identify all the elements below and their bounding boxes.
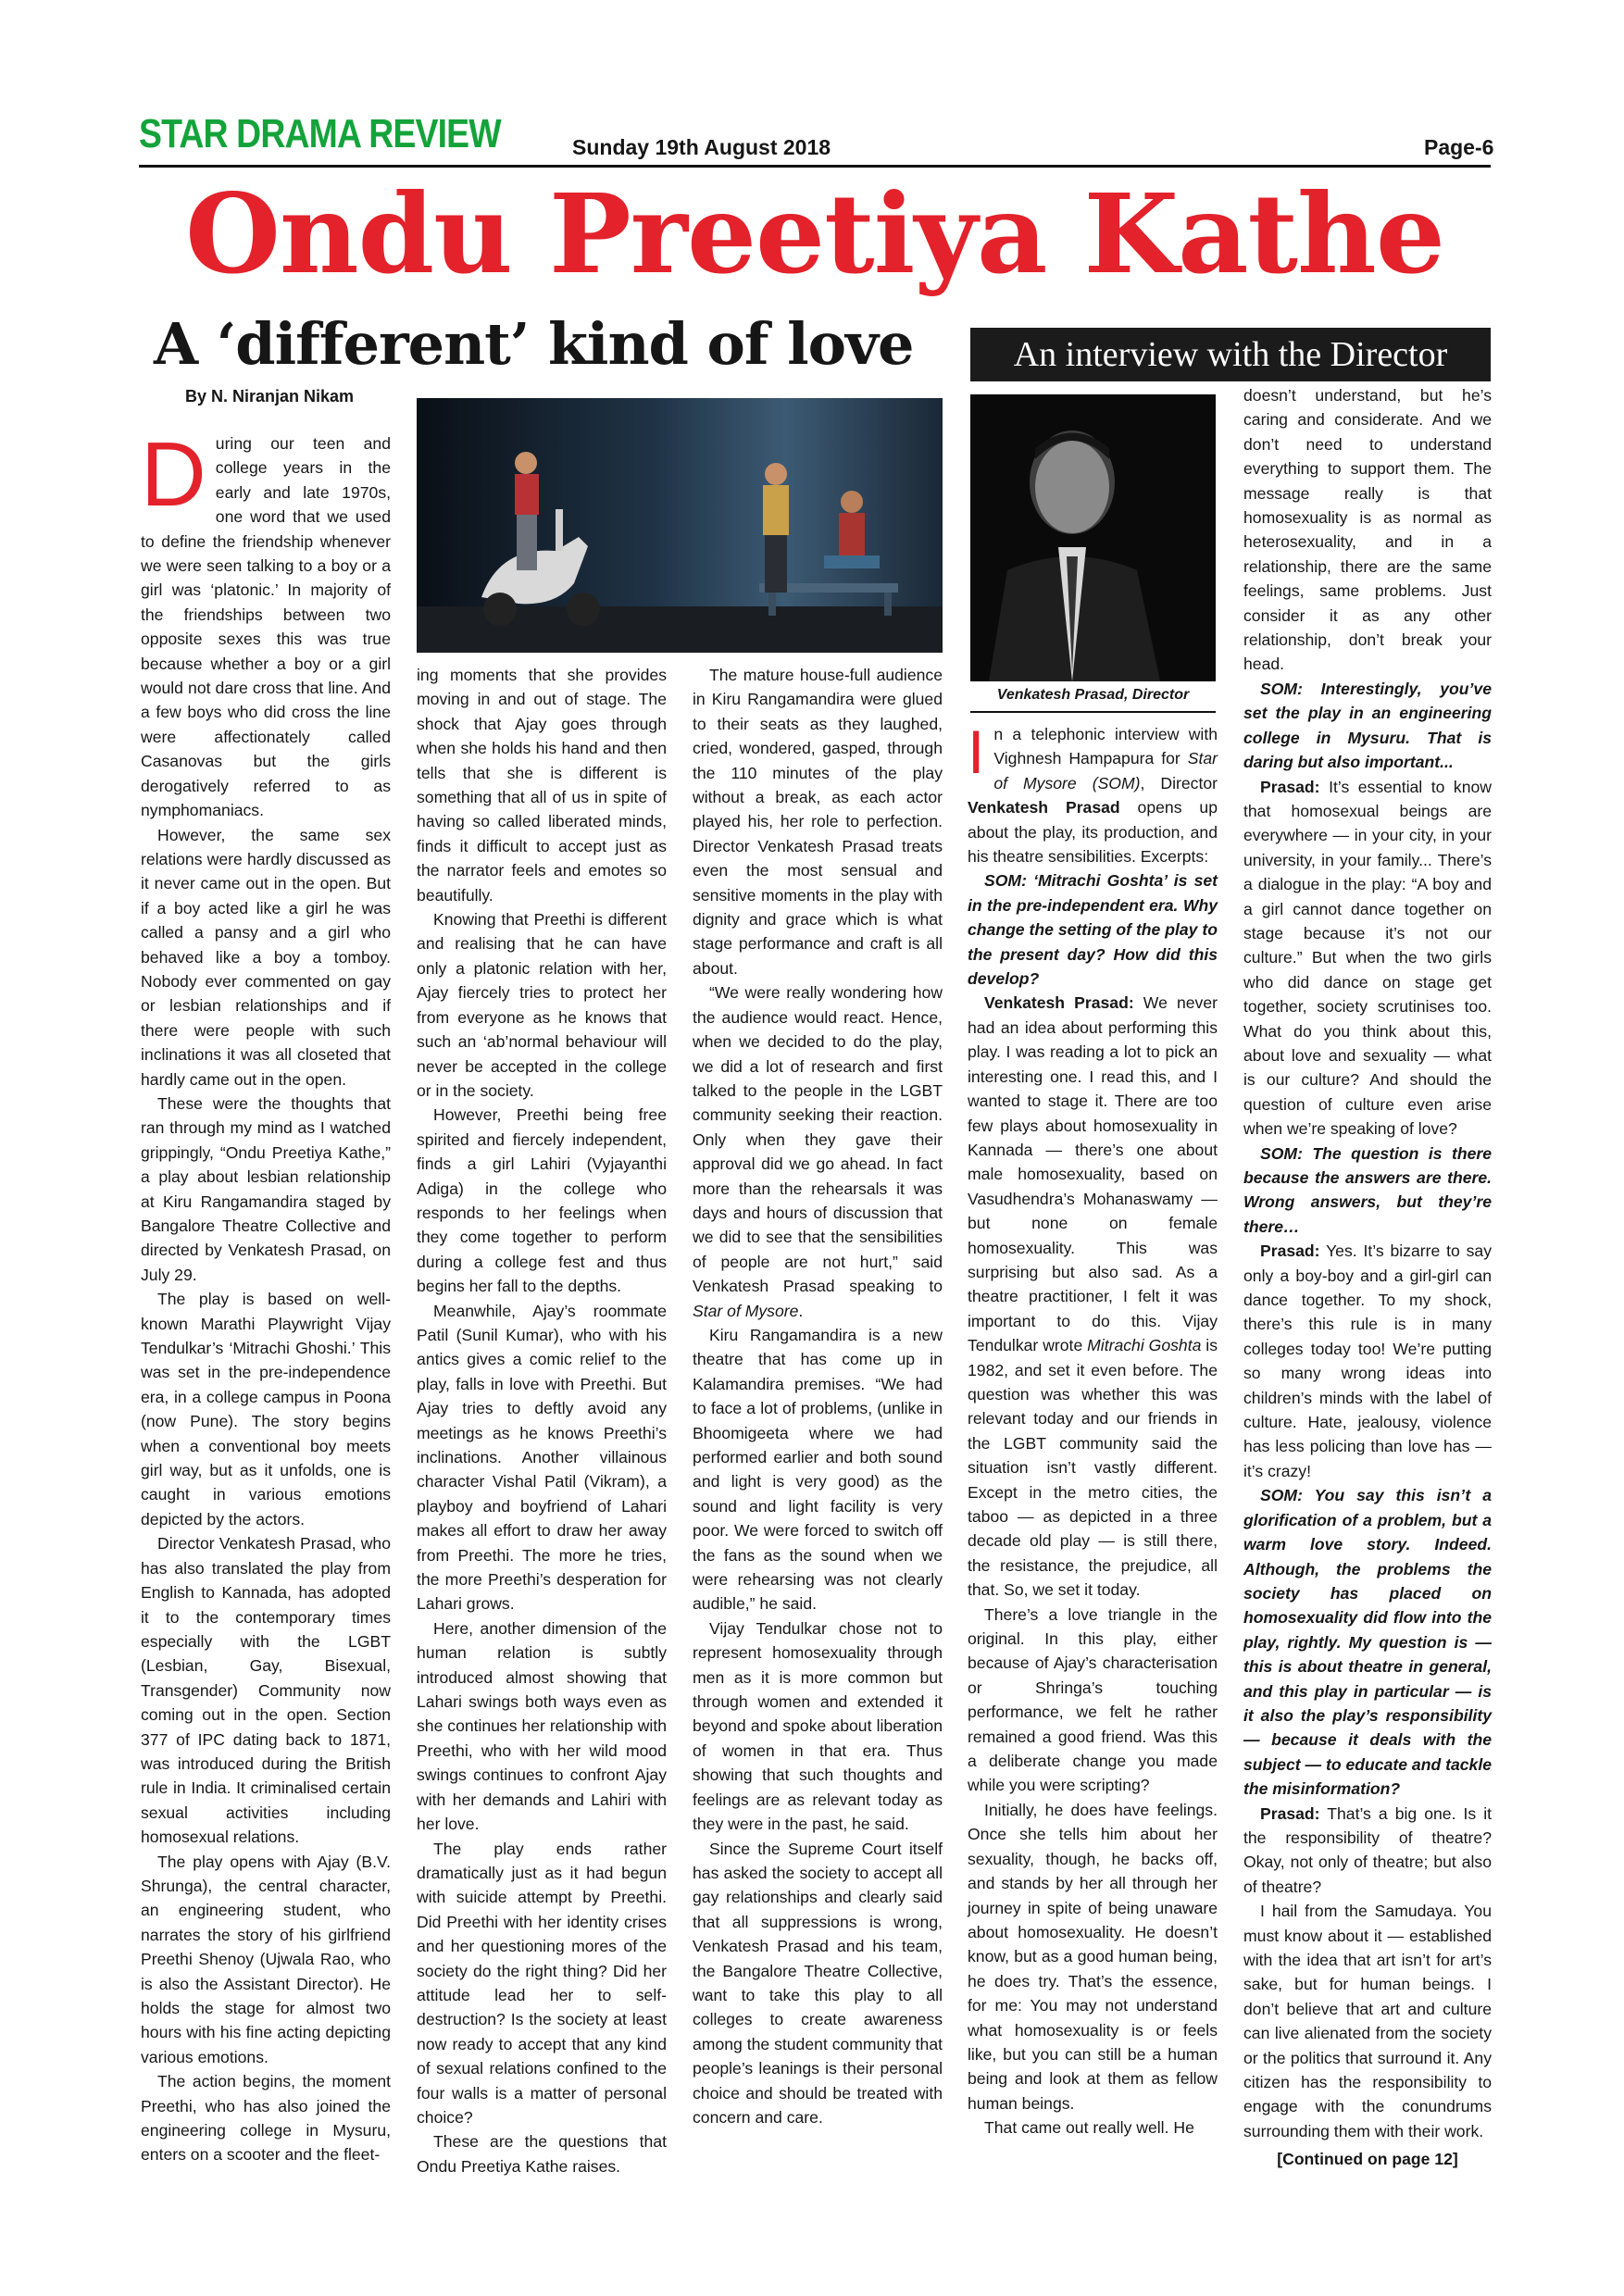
byline: By N. Niranjan Nikam	[185, 387, 355, 406]
masthead: STAR DRAMA REVIEW	[139, 111, 501, 156]
header-rule	[139, 165, 1491, 168]
article-column-2: ing moments that she provides moving in and out of stage. The shock that Ajay goes through when she holds his hand and then tells that she is different is something that all of us in spite of having so called liberated minds, finds it difficult to accept just as the narrator feels and emotes so beautifully. Knowing that Preethi is different and realising that he can have only a platonic relation with her, Ajay fiercely tries to protect her from everyone as he knows that such an ‘ab’normal behaviour will never be accepted in the college or in the society. However, Preethi being free spirited and fiercely independent, finds a girl Lahiri (Vyjayanthi Adiga) in the college who responds to her feelings when they come together to perform during a college fest and thus begins her fall to the depths. Meanwhile, Ajay’s roommate Patil (Sunil Kumar), who with his antics gives a comic relief to the play, falls in love with Preethi. But Ajay tries to deftly avoid any meetings as he knows Preethi’s inclinations. Another villainous character Vishal Patil (Vikram), a playboy and boyfriend of Lahari makes all effort to draw her away from Preethi. The more he tries, the more Preethi’s desperation for Lahari grows. Here, another dimension of the human relation is subtly introduced almost showing that Lahari swings both ways even as she continues her relationship with Preethi, who with her wild mood swings continues to confront Ajay with her demands and Lahiri with her love. The play ends rather dramatically just as it had begun with suicide attempt by Preethi. Did Preethi with her identity crises and her questioning mores of the society do the right thing? Did her attitude lead her to self-destruction? Is the society at least now ready to accept that any kind of sexual relations confined to the four walls is a matter of personal choice? These are the questions that Ondu Preetiya Kathe raises.	[417, 666, 667, 2176]
continued-note: [Continued on page 12]	[1277, 2150, 1458, 2169]
issue-date: Sunday 19th August 2018	[572, 135, 831, 159]
subheadline: A ‘different’ kind of love	[154, 310, 914, 378]
page-number: Page-6	[1424, 135, 1494, 159]
caption-rule	[970, 711, 1216, 713]
article-column-1: During our teen and college years in the early and late 1970s, one word that we used to define the friendship whenever we were seen talking to a boy or a girl was ‘platonic.’ In majority of the friendships between two opposite sexes this was true because whether a boy or a girl would not dare cross that line. And a few boys who did cross the line were affectionately called Casanovas but the girls derogatively referred to as nymphomaniacs. However, the same sex relations were hardly discussed as it never came out in the open. But if a boy acted like a girl he was called a pansy and a girl who behaved like a boy a tomboy. Nobody ever commented on gay or lesbian relationships and if there were people with such inclinations it was all closeted that hardly came out in the open. These were the thoughts that ran through my mind as I watched grippingly, “Ondu Preetiya Kathe,” a play about lesbian relationship at Kiru Rangamandira staged by Bangalore Theatre Collective and directed by Venkatesh Prasad, on July 29. The play is based on well-known Marathi Playwright Vijay Tendulkar’s ‘Mitrachi Ghoshi.’ This was set in the pre-independence era, in a college campus in Poona (now Pune). The story begins when a conventional boy meets girl way, but as it unfolds, one is caught in various emotions depicted by the actors. Director Venkatesh Prasad, who has also translated the play from English to Kannada, has adopted it to the contemporary times especially with the LGBT (Lesbian, Gay, Bisexual, Transgender) Community now coming out in the open. Section 377 of IPC dating back to 1871, was introduced during the British rule in India. It criminalised certain sexual activities including homosexual relations. The play opens with Ajay (B.V. Shrunga), the central character, an engineering student, who narrates the story of his girlfriend Preethi Shenoy (Ujwala Rao, who is also the Assistant Director). He holds the stage for almost two hours with his fine acting depicting various emotions. The action begins, the moment Preethi, who has also joined the engineering college in Mysuru, enters on a scooter and the fleet-	[141, 423, 391, 2165]
article-column-4: In a telephonic interview with Vighnesh Hampapura for Star of Mysore (SOM), Director Venkatesh Prasad opens up about the play, its production, and his theatre sensibilities. Excerpts: SOM: ‘Mitrachi Goshta’ is set in the pre-independent era. Why change the setting of the play to the present day? How did this develop? Venkatesh Prasad: We never had an idea about performing this play. I was reading a lot to pick an interesting one. I read this, and I wanted to stage it. There are too few plays about homosexuality in Kannada — there’s one about male homosexuality, based on Vasudhendra’s Mohanaswamy — but none on female homosexuality. This was surprising but also sad. As a theatre practitioner, I felt it was important to do this. Vijay Tendulkar wrote Mitrachi Goshta is 1982, and set it even before. The question was whether this was relevant today and our friends in the LGBT community said the situation isn’t vastly different. Except in the metro cities, the taboo — as depicted in a three decade old play — is still there, the resistance, the prejudice, all that. So, we set it today. There’s a love triangle in the original. In this play, either because of Ajay’s characterisation or Shringa’s touching performance, we felt he rather remained a good friend. Was this a deliberate change you made while you were scripting? Initially, he does have feelings. Once she tells him about her sexuality, though, he backs off, and stands by her all through her journey in spite of being unaware about homosexuality. He doesn’t know, but as a good human being, he does try. That’s the essence, for me: You may not understand what homosexuality is or feels like, but you can still be a human being and look at them as fellow human beings. That came out really well. He	[968, 718, 1218, 2138]
photo-caption: Venkatesh Prasad, Director	[996, 687, 1190, 703]
interview-banner: An interview with the Director	[970, 328, 1491, 381]
director-photo	[970, 394, 1216, 681]
headline: Ondu Preetiya Kathe	[185, 169, 1444, 298]
article-column-3: The mature house-full audience in Kiru Rangamandira were glued to their seats as they laughed, cried, wondered, gasped, through the 110 minutes of the play without a break, as each actor played his, her role to perfection. Director Venkatesh Prasad treats even the most sensual and sensitive moments in the play with dignity and grace which is what stage performance and craft is all about. “We were really wondering how the audience would react. Hence, when we decided to do the play, we did a lot of research and first talked to the people in the LGBT community seeking their reaction. Only when they gave their approval did we go ahead. In fact more than the rehearsals it was days and hours of discussion that we did to see that the sensibilities of people are not hurt,” said Venkatesh Prasad speaking to Star of Mysore. Kiru Rangamandira is a new theatre that has come up in Kalamandira premises. “We had to face a lot of problems, (unlike in Bhoomigeeta where we had performed earlier and both sound and light is very good) as the sound and light facility is very poor. We were forced to switch off the fans as the sound when we were rehearsing was not clearly audible,” he said. Vijay Tendulkar chose not to represent homosexuality through men as it is more common but through women and extended it beyond and spoke about liberation of women in that era. Thus showing that such thoughts and feelings are as relevant today as they were in the past, he said. Since the Supreme Court itself has asked the society to accept all gay relationships and clearly said that all suppressions is wrong, Venkatesh Prasad and his team, the Bangalore Theatre Collective, want to take this play to all colleges to create awareness among the student community that people’s leanings is their personal choice and should be treated with concern and care.	[693, 666, 943, 2127]
stage-photo	[417, 398, 943, 653]
article-column-5: doesn’t understand, but he’s caring and considerate. And we don’t need to understand everything to support them. The message really is that homosexuality is as normal as heterosexuality, and in a relationship, there are the same feelings, same problems. Just consider it as any other relationship, don’t break your head. SOM: Interestingly, you’ve set the play in an engineering college in Mysuru. That is daring but also important... Prasad: It’s essential to know that homosexual beings are everywhere — in your city, in your university, in your family... There’s a dialogue in the play: “A boy and a girl cannot dance together on stage because it’s not our culture.” But when the two girls who did dance on stage get together, society scrutinises too. What do you think about this, about love and sexuality — what is our culture? And should the question of culture even arise when we’re speaking of love? SOM: The question is there because the answers are there. Wrong answers, but they’re there… Prasad: Yes. It’s bizarre to say only a boy-boy and a girl-girl can dance together. To my shock, there’s this rule is in many colleges today too! We’re putting so many wrong ideas into children’s minds with the label of culture. Hate, jealousy, violence has less policing than love has — it’s crazy! SOM: You say this isn’t a glorification of a problem, but a warm love story. Indeed. Although, the problems the society has placed on homosexuality did flow into the play, rightly. My question is — this is about theatre in general, and this play in particular — is it also the play’s responsibility — because it deals with the subject — to educate and tackle the misinformation? Prasad: That’s a big one. Is it the responsibility of theatre? Okay, not only of theatre; but also of theatre? I hail from the Samudaya. You must know about it — established with the idea that art isn’t for art’s sake, but for human beings. I don’t believe that art and culture can live alienated from the society or the politics that surround it. Any citizen has the responsibility to engage with the conundrums surrounding them with their work. [Continued on page 12]	[1243, 383, 1492, 2172]
